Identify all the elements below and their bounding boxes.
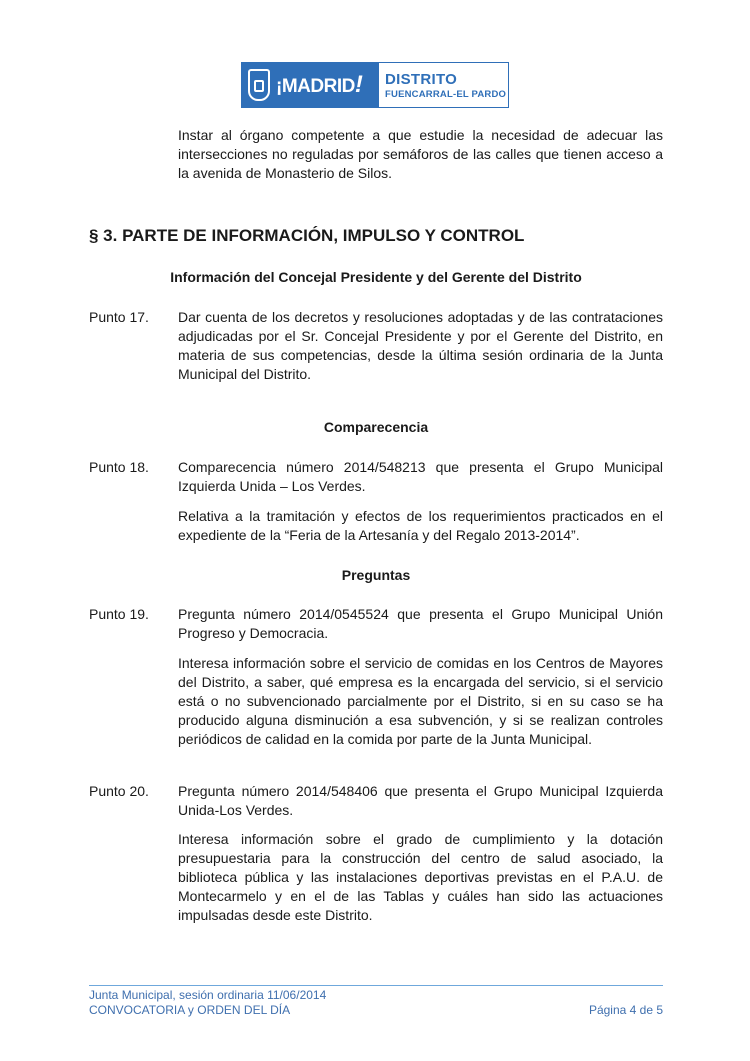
madrid-crest-icon <box>248 69 270 101</box>
section-title: § 3. PARTE DE INFORMACIÓN, IMPULSO Y CONTROL <box>89 226 525 245</box>
madrid-district-logo <box>241 62 509 108</box>
heading-preguntas: Preguntas <box>341 567 411 583</box>
item-label-18: Punto 18. <box>89 459 149 475</box>
item-label-19: Punto 19. <box>89 606 149 622</box>
item-text-20: Pregunta número 2014/548406 que presenta el Grupo Municipal Izquierda Unida-Los Verdes. <box>178 783 663 818</box>
footer-page-number: Página 4 de 5 <box>588 1003 663 1017</box>
item-label-17: Punto 17. <box>89 309 149 325</box>
logo-district-name: FUENCARRAL-EL PARDO <box>385 88 507 100</box>
logo-district-label: DISTRITO <box>385 70 458 88</box>
logo-district-block <box>379 63 508 107</box>
item-text-18: Comparecencia número 2014/548213 que presenta el Grupo Municipal Izquierda Unida – Los Verdes. <box>178 459 663 494</box>
item-detail-18: Relativa a la tramitación y efectos de los requerimientos practicados en el expediente de la “Feria de la Artesanía y del Regalo 2013-2014”. <box>178 508 663 543</box>
logo-brand-block <box>242 63 379 107</box>
item-detail-20: Interesa información sobre el grado de cumplimiento y la dotación presupuestaria para la construcción del centro de salud asociado, la biblioteca pública y las instalaciones deportivas previstas en el P.A.U. de Montecarmelo y en el de las Tablas y cuáles han sido las actuaciones impulsadas desde este Distrito. <box>178 831 663 923</box>
item-detail-19: Interesa información sobre el servicio de comidas en los Centros de Mayores del Distrito, a saber, qué empresa es la encargada del servicio, si el servicio está o no subvencionado parcialmente por el Distrito, si en su caso se ha producido alguna disminución a esa subvención, y si se realizan controles periódicos de calidad en la comida por parte de la Junta Municipal. <box>178 655 663 747</box>
item-text-17: Dar cuenta de los decretos y resoluciones adoptadas y de las contrataciones adjudicadas por el Sr. Concejal Presidente y por el Gerente del Distrito, en materia de sus competencias, desde la última sesión ordinaria de la Junta Municipal del Distrito. <box>178 309 663 382</box>
item-label-20: Punto 20. <box>89 783 149 799</box>
footer-session: Junta Municipal, sesión ordinaria 11/06/2014 <box>89 988 327 1002</box>
intro-paragraph: Instar al órgano competente a que estudie la necesidad de adecuar las intersecciones no reguladas por semáforos de las calles que tienen acceso a la avenida de Monasterio de Silos. <box>178 127 663 181</box>
logo-madrid-word: ¡MADRID! <box>276 71 363 98</box>
heading-comparecencia: Comparecencia <box>323 419 429 435</box>
section-subtitle: Información del Concejal Presidente y del Gerente del Distrito <box>170 269 582 285</box>
footer-divider <box>89 985 663 986</box>
footer-document-type: CONVOCATORIA y ORDEN DEL DÍA <box>89 1003 291 1017</box>
item-text-19: Pregunta número 2014/0545524 que presenta el Grupo Municipal Unión Progreso y Democracia. <box>178 606 663 641</box>
